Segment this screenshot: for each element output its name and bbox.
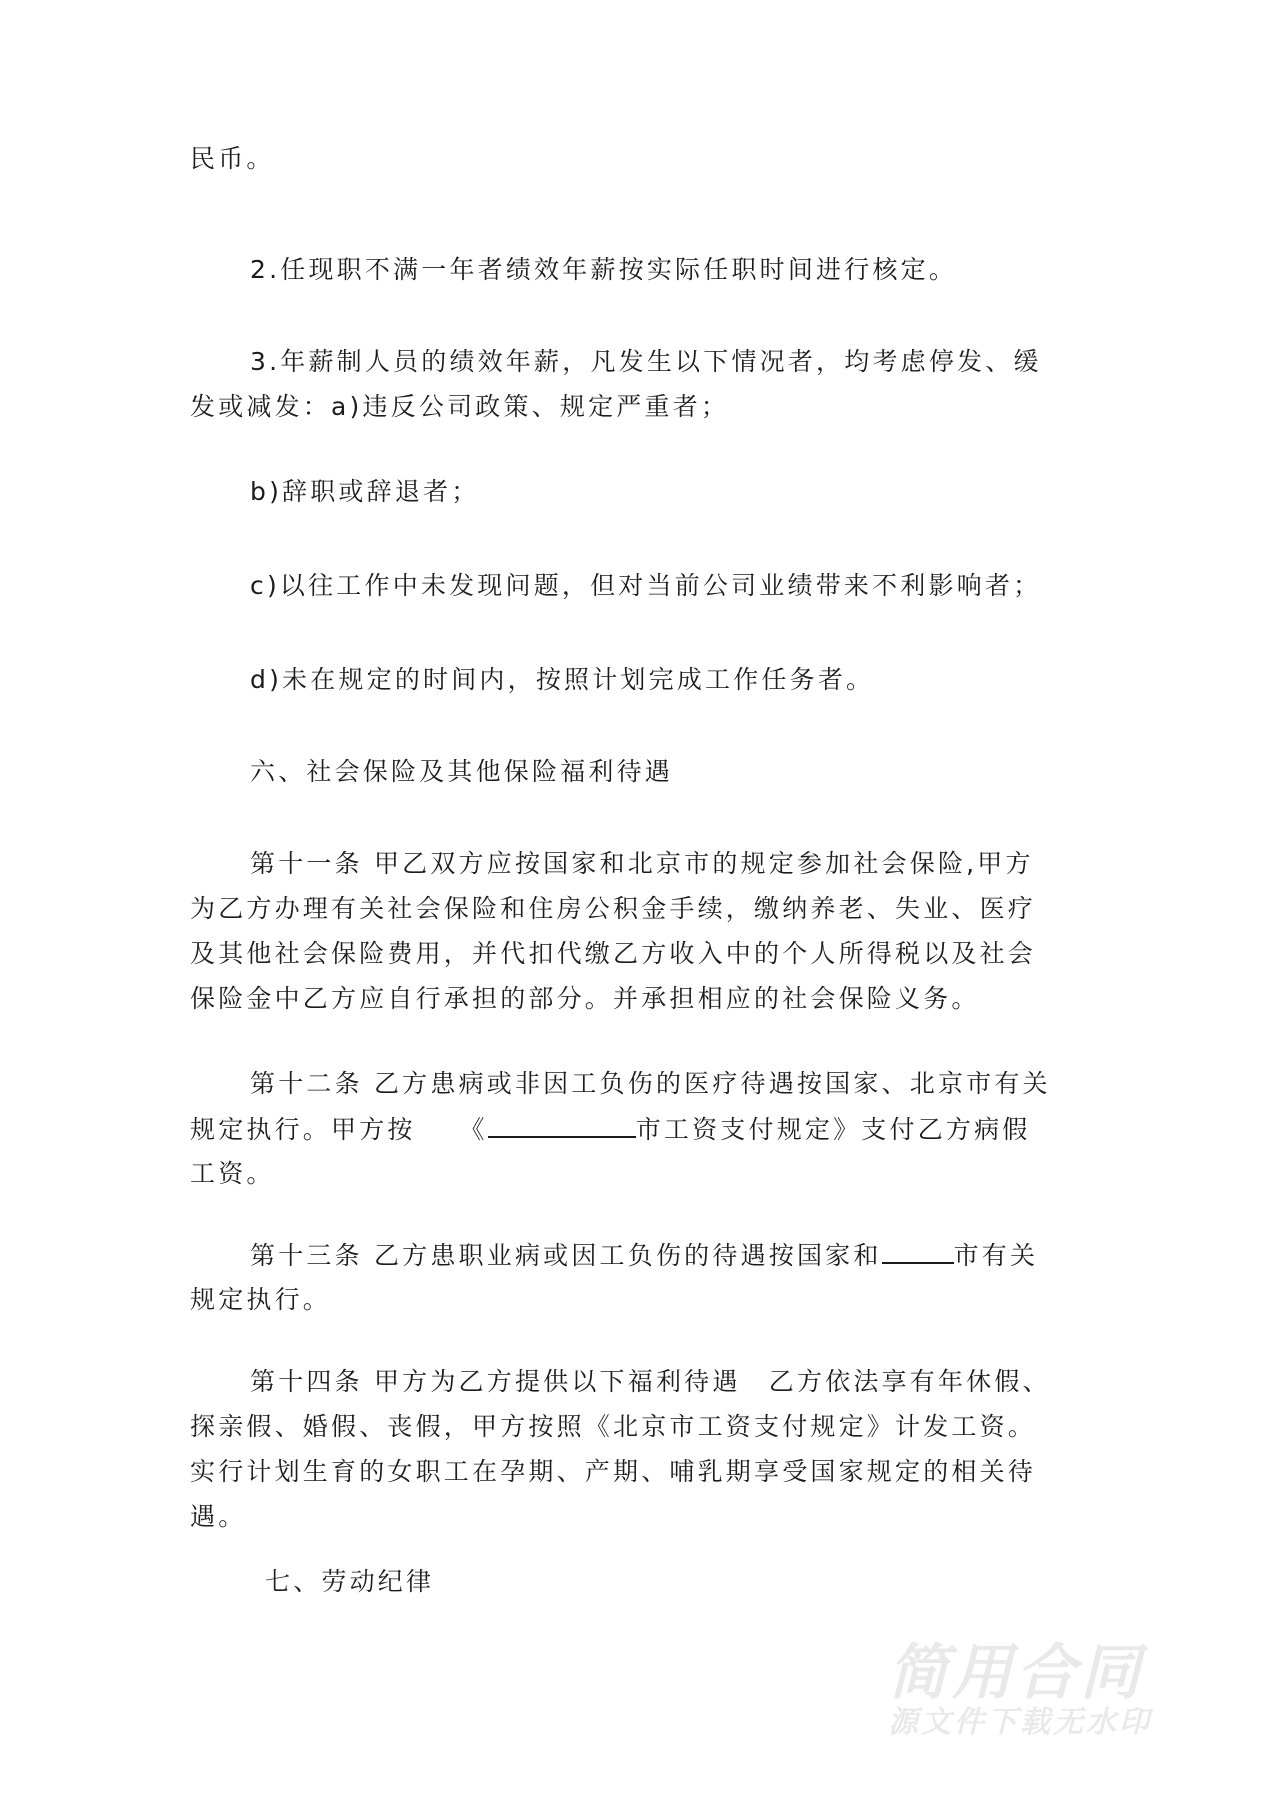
article-12-line-2-prefix: 规定执行。甲方按 《 [190, 1115, 488, 1144]
article-11-line-3: 及其他社会保险费用，并代扣代缴乙方收入中的个人所得税以及社会 [190, 939, 1037, 968]
section-heading-7: 七、劳动纪律 [265, 1567, 435, 1596]
text-line: 民币。 [190, 144, 275, 173]
sub-item-b: b)辞职或辞退者； [250, 477, 480, 506]
watermark-logo: 简用合同 [888, 1638, 1144, 1708]
fill-blank-city[interactable] [488, 1112, 636, 1138]
article-13-line-1 [250, 1238, 1038, 1273]
article-12-line-2-suffix: 市工资支付规定》支付乙方病假 [635, 1115, 1031, 1144]
article-13-line-1-suffix: 市有关 [953, 1241, 1039, 1270]
article-13-line-2: 规定执行。 [190, 1285, 332, 1314]
article-12-line-3: 工资。 [190, 1159, 275, 1188]
section-heading-6: 六、社会保险及其他保险福利待遇 [250, 757, 674, 786]
clause-item-3: 3.年薪制人员的绩效年薪，凡发生以下情况者，均考虑停发、缓 [250, 347, 1042, 376]
sub-item-c: c)以往工作中未发现问题，但对当前公司业绩带来不利影响者； [250, 571, 1042, 600]
article-13-line-1-prefix: 第十三条 乙方患职业病或因工负伤的待遇按国家和 [250, 1241, 882, 1270]
sub-item-d: d)未在规定的时间内，按照计划完成工作任务者。 [250, 665, 875, 694]
article-12-line-1: 第十二条 乙方患病或非因工负伤的医疗待遇按国家、北京市有关 [250, 1069, 1051, 1098]
article-11-line-1: 第十一条 甲乙双方应按国家和北京市的规定参加社会保险,甲方 [250, 849, 1034, 878]
article-12-line-2 [190, 1112, 1031, 1147]
fill-blank-city[interactable] [882, 1238, 954, 1264]
clause-item-2: 2.任现职不满一年者绩效年薪按实际任职时间进行核定。 [250, 255, 958, 284]
article-11-line-4: 保险金中乙方应自行承担的部分。并承担相应的社会保险义务。 [190, 984, 980, 1013]
watermark-subtitle: 源文件下载无水印 [888, 1705, 1152, 1740]
article-14-line-3: 实行计划生育的女职工在孕期、产期、哺乳期享受国家规定的相关待 [190, 1457, 1037, 1486]
clause-item-3-cont: 发或减发：a)违反公司政策、规定严重者； [190, 392, 730, 421]
article-14-line-1: 第十四条 甲方为乙方提供以下福利待遇 乙方依法享有年休假、 [250, 1367, 1051, 1396]
article-14-line-2: 探亲假、婚假、丧假，甲方按照《北京市工资支付规定》计发工资。 [190, 1412, 1037, 1441]
article-14-line-4: 遇。 [190, 1502, 247, 1531]
article-11-line-2: 为乙方办理有关社会保险和住房公积金手续，缴纳养老、失业、医疗 [190, 894, 1037, 923]
